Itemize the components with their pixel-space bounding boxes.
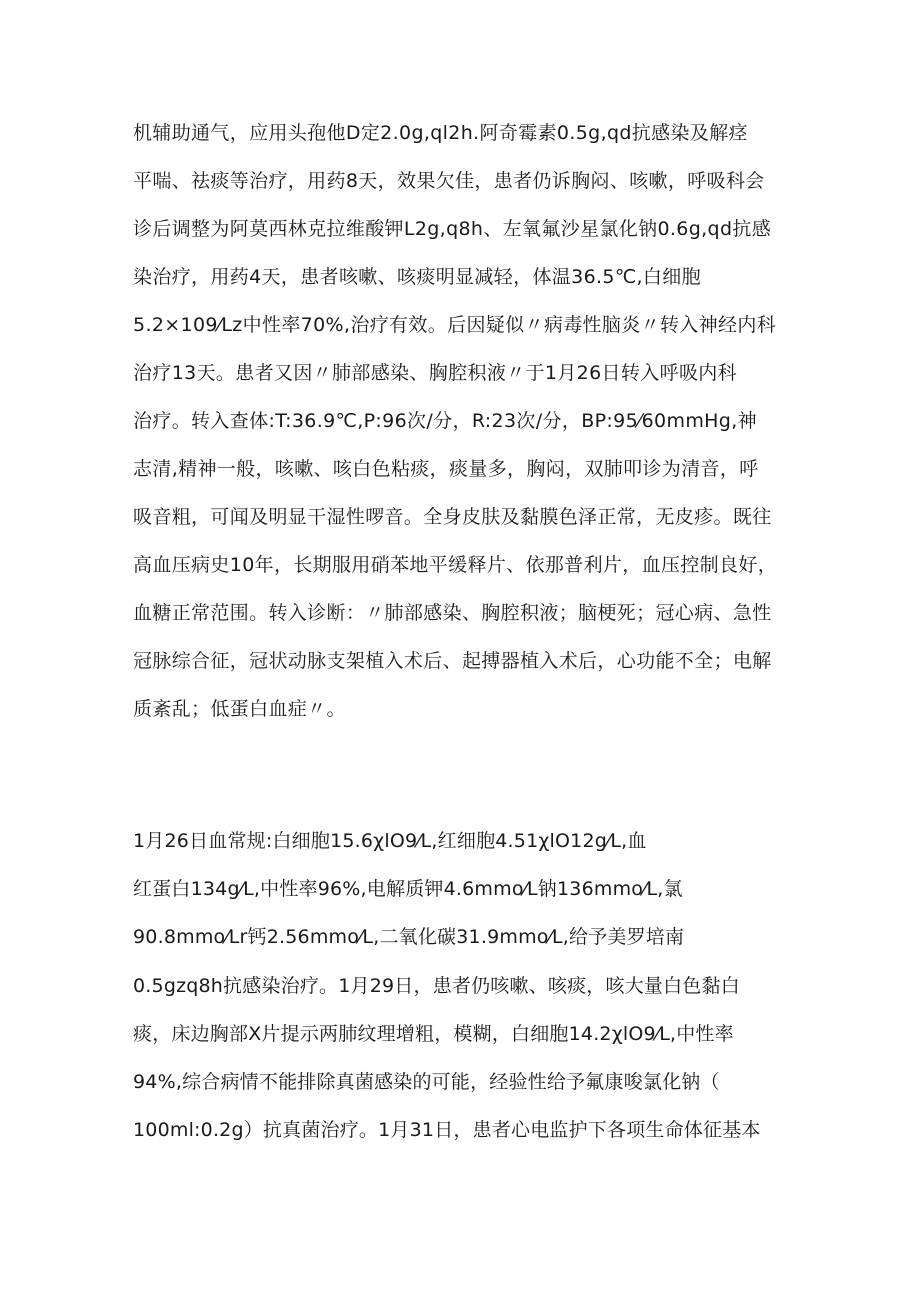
text-line: 0.5gzq8h抗感染治疗。1月29日，患者仍咳嗽、咳痰，咳大量白色黏白 xyxy=(133,975,740,997)
text-line: 诊后调整为阿莫西林克拉维酸钾L2g,q8h、左氧氟沙星氯化钠0.6g,qd抗感 xyxy=(133,218,772,240)
text-line: 血糖正常范围。转入诊断：〃肺部感染、胸腔积液；脑梗死；冠心病、急性 xyxy=(133,602,772,624)
text-line: 100ml:0.2g）抗真菌治疗。1月31日，患者心电监护下各项生命体征基本 xyxy=(133,1119,761,1141)
text-line: 90.8mmo⁄Lr钙2.56mmo⁄L,二氧化碳31.9mmo⁄L,给予美罗培南 xyxy=(133,926,685,948)
text-line: 痰，床边胸部X片提示两肺纹理增粗，模糊，白细胞14.2χlO9⁄L,中性率 xyxy=(133,1023,734,1045)
text-line: 治疗13天。患者又因〃肺部感染、胸腔积液〃于1月26日转入呼吸内科 xyxy=(133,362,737,384)
text-line: 红蛋白134g⁄L,中性率96%,电解质钾4.6mmo⁄L钠136mmo⁄L,氯 xyxy=(133,878,683,900)
text-line: 94%,综合病情不能排除真菌感染的可能，经验性给予氟康唆氯化钠（ xyxy=(133,1071,720,1093)
text-line: 5.2×109⁄Lz中性率70%,治疗有效。后因疑似〃病毒性脑炎〃转入神经内科 xyxy=(133,314,777,336)
text-line: 1月26日血常规:白细胞15.6χlO9⁄L,红细胞4.51χlO12g⁄L,血 xyxy=(133,830,647,852)
text-line: 质紊乱；低蛋白血症〃。 xyxy=(133,698,346,720)
text-line: 染治疗，用药4天，患者咳嗽、咳痰明显减轻，体温36.5℃,白细胞 xyxy=(133,266,701,288)
text-line: 平喘、祛痰等治疗，用药8天，效果欠佳，患者仍诉胸闷、咳嗽，呼吸科会 xyxy=(133,170,765,192)
text-line: 吸音粗，可闻及明显干湿性啰音。全身皮肤及黏膜色泽正常，无皮疹。既往 xyxy=(133,506,772,528)
text-line: 高血压病史10年，长期服用硝苯地平缓释片、依那普利片，血压控制良好， xyxy=(133,554,778,576)
text-line: 志清,精神一般，咳嗽、咳白色粘痰，痰量多，胸闷，双肺叩诊为清音，呼 xyxy=(133,458,759,480)
text-line: 治疗。转入查体:T:36.9℃,P:96次/分，R:23次/分，BP:95⁄60mmHg,神 xyxy=(133,410,757,432)
text-line: 机辅助通气，应用头孢他D定2.0g,ql2h.阿奇霉素0.5g,qd抗感染及解痉 xyxy=(133,122,748,144)
text-line: 冠脉综合征，冠状动脉支架植入术后、起搏器植入术后，心功能不全；电解 xyxy=(133,650,772,672)
